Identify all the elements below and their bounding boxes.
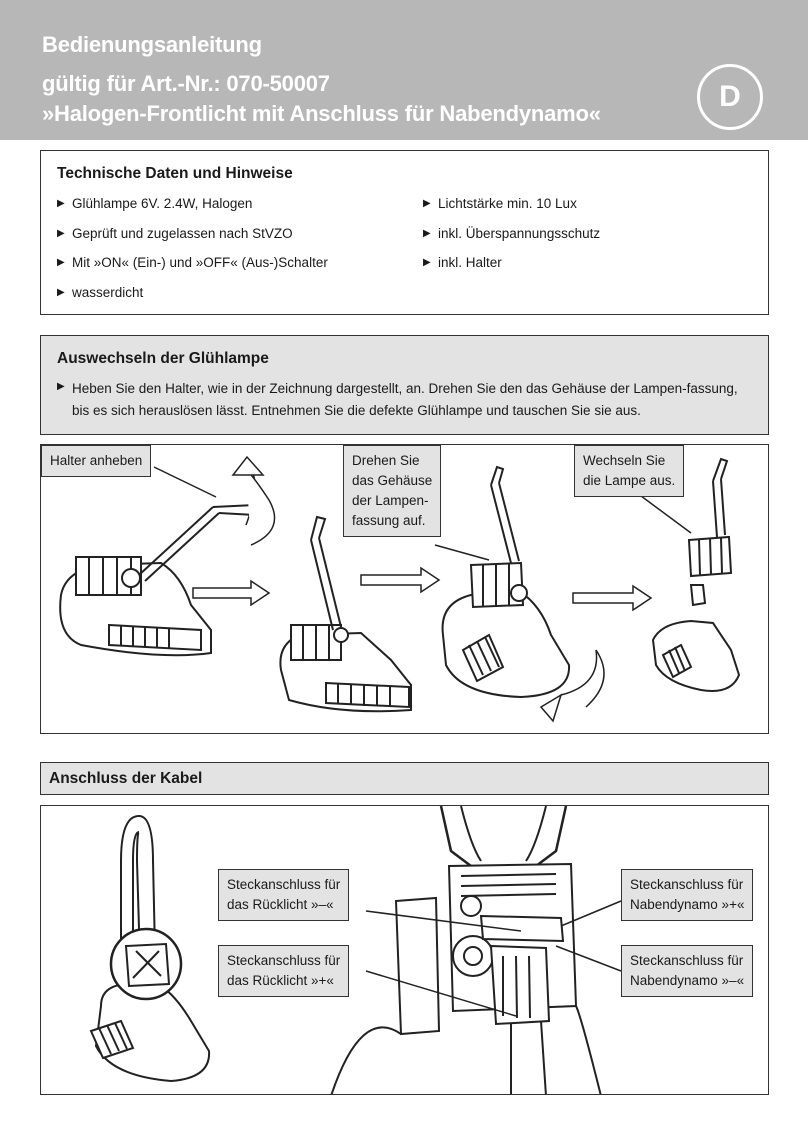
list-item: ▶ inkl. Halter (423, 254, 600, 284)
bullet-triangle-icon: ▶ (423, 227, 431, 239)
specs-section (40, 150, 769, 315)
bullet-triangle-icon: ▶ (57, 198, 65, 209)
specs-list-right (423, 195, 600, 284)
callout-rear-light-plus: Steckanschluss für das Rücklicht »+« (218, 945, 349, 997)
header-banner (0, 0, 808, 140)
replace-bulb-figure (40, 444, 769, 734)
callout-rear-light-minus: Steckanschluss für das Rücklicht »–« (218, 869, 349, 921)
bullet-triangle-icon: ▶ (423, 198, 431, 209)
callout-rotate-housing: Drehen Sie das Gehäuse der Lampen- fassung auf. (343, 445, 441, 537)
list-item: ▶ Glühlampe 6V. 2.4W, Halogen (57, 195, 328, 225)
bullet-triangle-icon: ▶ (57, 227, 65, 239)
bullet-triangle-icon: ▶ (57, 286, 65, 298)
lamp-1-illustration (60, 505, 255, 655)
lamp-2-illustration (280, 517, 411, 711)
manual-title: Bedienungsanleitung (42, 32, 262, 57)
bullet-triangle-icon: ▶ (57, 381, 65, 392)
cable-section-title: Anschluss der Kabel (49, 770, 203, 787)
specs-title: Technische Daten und Hinweise (57, 165, 293, 182)
lamp-overview-illustration (91, 816, 209, 1081)
list-item: ▶ Geprüft und zugelassen nach StVZO (57, 225, 328, 255)
replace-bulb-title: Auswechseln der Glühlampe (57, 350, 269, 367)
bullet-triangle-icon: ▶ (57, 257, 65, 268)
connector-detail-illustration (331, 806, 601, 1095)
list-item: ▶ wasserdicht (57, 284, 328, 314)
callout-change-bulb: Wechseln Sie die Lampe aus. (574, 445, 684, 497)
callout-hub-dynamo-plus: Steckanschluss für Nabendynamo »+« (621, 869, 753, 921)
cable-section-header (40, 762, 769, 795)
callout-hub-dynamo-minus: Steckanschluss für Nabendynamo »–« (621, 945, 753, 997)
list-item: ▶ Lichtstärke min. 10 Lux (423, 195, 600, 225)
cable-figure (40, 805, 769, 1095)
product-name: »Halogen-Frontlicht mit Anschluss für Nabendynamo« (42, 101, 601, 126)
list-item: ▶ Mit »ON« (Ein-) und »OFF« (Aus-)Schalter (57, 254, 328, 284)
specs-list-left (57, 195, 328, 313)
article-number: gültig für Art.-Nr.: 070-50007 (42, 71, 330, 96)
replace-bulb-instructions: ▶ Heben Sie den Halter, wie in der Zeichnung dargestellt, an. Drehen Sie den das Gehäuse der Lampen-fassung, bis es sich herauslösen lässt. Entnehmen Sie die defekte Glühlampe und tauschen Sie sie aus. (57, 378, 757, 422)
callout-lift-bracket: Halter anheben (41, 445, 151, 477)
replace-bulb-section (40, 335, 769, 435)
bullet-triangle-icon: ▶ (423, 257, 431, 268)
language-badge: D (697, 64, 763, 130)
list-item: ▶ inkl. Überspannungsschutz (423, 225, 600, 255)
lamp-3-illustration (443, 467, 570, 697)
